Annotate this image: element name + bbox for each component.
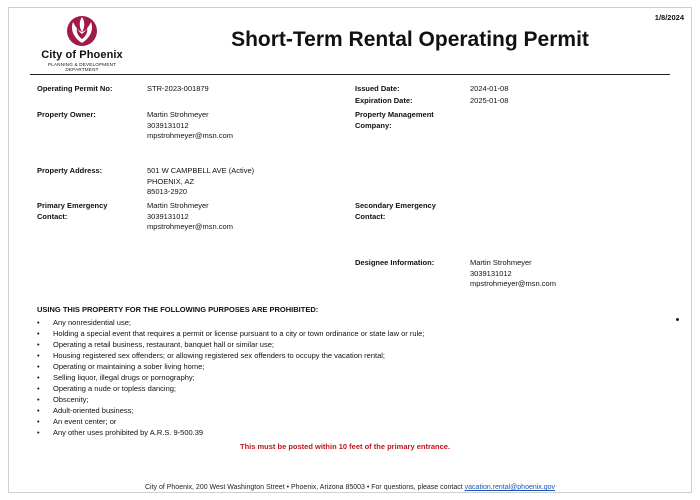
owner-name: Martin Strohmeyer [147, 110, 209, 119]
list-item: • Operating or maintaining a sober living home; [37, 362, 424, 373]
list-item: • Operating a retail business, restaurant, banquet hall or similar use; [37, 340, 424, 351]
designee-value [470, 258, 556, 290]
address-line3: 85013-2920 [147, 187, 188, 196]
primary-contact-name: Martin Strohmeyer [147, 201, 209, 210]
expiration-date-value: 2025-01-08 [470, 96, 509, 105]
footer-email-link[interactable]: vacation.rental@phoenix.gov [464, 484, 556, 491]
list-item: • Selling liquor, illegal drugs or pornography; [37, 373, 424, 384]
list-item: • Operating a nude or topless dancing; [37, 384, 424, 395]
address-line2: PHOENIX, AZ [147, 176, 195, 186]
issued-date-value: 2024-01-08 [470, 84, 509, 93]
owner-email: mpstrohmeyer@msn.com [147, 131, 233, 140]
permit-number-label: Operating Permit No: [37, 84, 113, 93]
list-item: • Obscenity; [37, 395, 424, 406]
permit-number-value: STR-2023-001879 [147, 84, 209, 93]
issued-date-label: Issued Date: [355, 84, 400, 93]
footer-address: City of Phoenix, 200 West Washington Street • Phoenix, Arizona 85003 • For questions, please contact [144, 484, 465, 491]
secondary-contact-label-line1: Secondary Emergency [355, 201, 436, 210]
list-item: • Adult-oriented business; [37, 406, 424, 417]
primary-contact-label-line2: Contact: [37, 211, 68, 221]
primary-contact-value [147, 201, 233, 233]
management-company-label [355, 110, 434, 131]
designee-email: mpstrohmeyer@msn.com [470, 279, 556, 288]
management-label-line2: Company: [355, 120, 392, 130]
department-name: PLANNING & DEVELOPMENT DEPARTMENT [47, 62, 117, 72]
expiration-date-label: Expiration Date: [355, 96, 413, 105]
primary-contact-phone: 3039131012 [147, 211, 189, 221]
owner-phone: 3039131012 [147, 120, 189, 130]
phoenix-bird-icon [64, 12, 100, 48]
margin-dot [676, 318, 679, 321]
list-item: • Any nonresidential use; [37, 318, 424, 329]
property-address-value [147, 166, 254, 198]
designee-name: Martin Strohmeyer [470, 258, 532, 267]
list-item: • Any other uses prohibited by A.R.S. 9-500.39 [37, 428, 424, 439]
primary-contact-label [37, 201, 107, 222]
management-label-line1: Property Management [355, 110, 434, 119]
list-item: • Holding a special event that requires a permit or license pursuant to a city or town ordinance or state law or rule; [37, 329, 424, 340]
primary-contact-email: mpstrohmeyer@msn.com [147, 222, 233, 231]
secondary-contact-label-line2: Contact: [355, 211, 386, 221]
city-name: City of Phoenix [41, 49, 123, 61]
header-divider [30, 74, 670, 75]
prohibited-heading: USING THIS PROPERTY FOR THE FOLLOWING PURPOSES ARE PROHIBITED: [37, 305, 319, 314]
city-logo [32, 12, 132, 72]
list-item: • An event center; or [37, 417, 424, 428]
posting-notice: This must be posted within 10 feet of the primary entrance. [240, 442, 451, 451]
primary-contact-label-line1: Primary Emergency [37, 201, 108, 210]
secondary-contact-label [355, 201, 436, 222]
address-line1: 501 W CAMPBELL AVE (Active) [147, 166, 255, 175]
property-owner-label: Property Owner: [37, 110, 96, 119]
property-owner-value [147, 110, 233, 142]
page-title: Short-Term Rental Operating Permit [231, 28, 589, 51]
prohibited-list [37, 318, 424, 438]
list-item: • Housing registered sex offenders; or allowing registered sex offenders to occupy the vacation rental; [37, 351, 424, 362]
designee-phone: 3039131012 [470, 268, 512, 278]
issue-date: 1/8/2024 [654, 13, 684, 22]
property-address-label: Property Address: [37, 166, 103, 175]
page-footer [0, 484, 700, 491]
designee-label: Designee Information: [355, 258, 435, 267]
